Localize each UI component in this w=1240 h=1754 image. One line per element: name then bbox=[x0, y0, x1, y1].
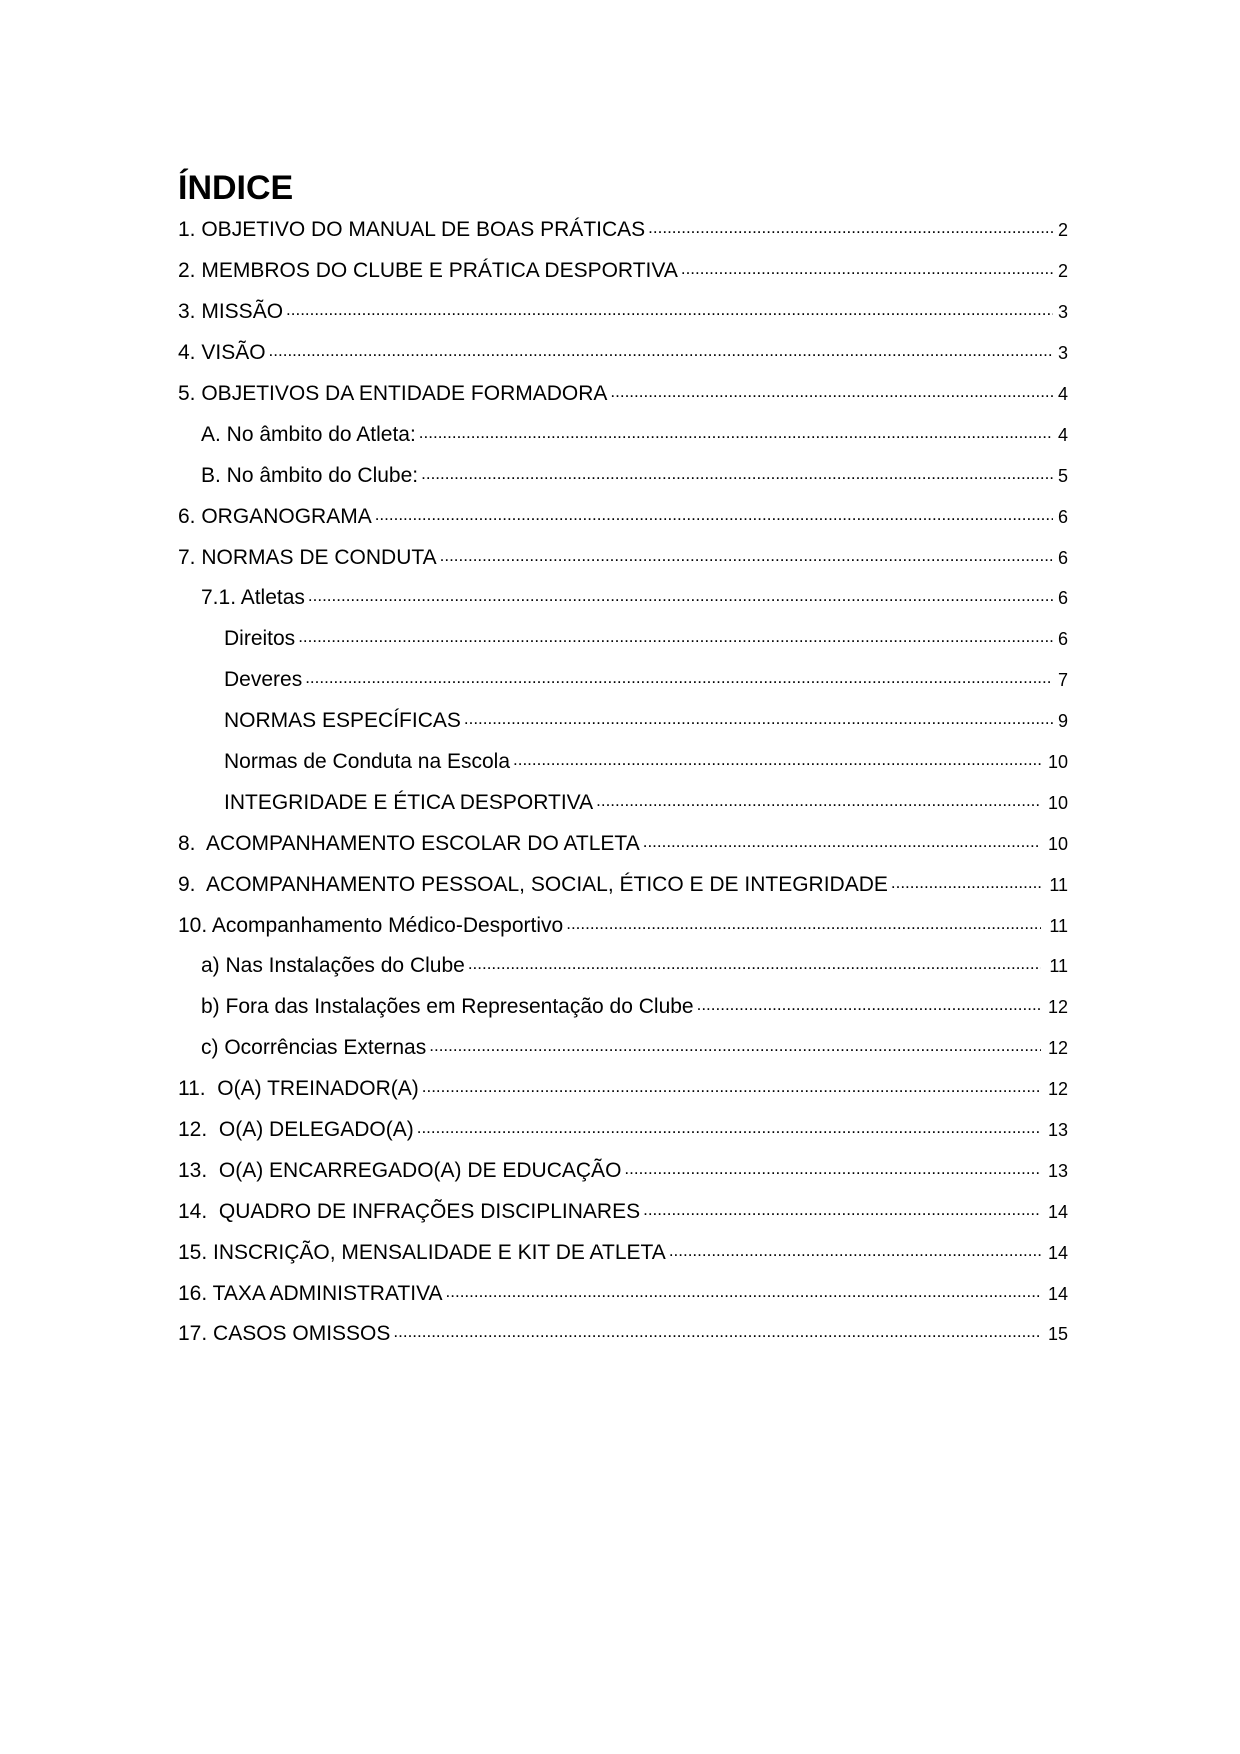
toc-entry[interactable] bbox=[178, 987, 1068, 1028]
toc-entry[interactable] bbox=[178, 578, 1068, 619]
toc-entry[interactable] bbox=[178, 1150, 1068, 1191]
toc-entry[interactable] bbox=[178, 210, 1068, 251]
toc-leader-dots bbox=[417, 1117, 1041, 1143]
toc-entry-label: Normas de Conduta na Escola bbox=[224, 750, 510, 774]
toc-entry-label: 3. MISSÃO bbox=[178, 300, 284, 324]
toc-entry-page: 10 bbox=[1047, 792, 1068, 813]
toc-entry-label: INTEGRIDADE E ÉTICA DESPORTIVA bbox=[224, 790, 594, 814]
toc-leader-dots bbox=[648, 217, 1053, 243]
toc-entry-label: 8. ACOMPANHAMENTO ESCOLAR DO ATLETA bbox=[178, 831, 640, 855]
toc-entry-label: Direitos bbox=[224, 627, 296, 651]
toc-entry-page: 14 bbox=[1047, 1242, 1068, 1263]
toc-entry[interactable] bbox=[178, 742, 1068, 783]
toc-leader-dots bbox=[669, 1240, 1041, 1266]
toc-leader-dots bbox=[429, 1035, 1041, 1061]
toc-leader-dots bbox=[468, 953, 1041, 979]
toc-entry-label: 2. MEMBROS DO CLUBE E PRÁTICA DESPORTIVA bbox=[178, 259, 678, 283]
toc-entry-page: 14 bbox=[1047, 1283, 1068, 1304]
toc-leader-dots bbox=[643, 1199, 1041, 1225]
toc-entry-page: 6 bbox=[1057, 588, 1068, 609]
toc-entry-label: Deveres bbox=[224, 668, 303, 692]
toc-entry[interactable] bbox=[178, 1110, 1068, 1151]
toc-entry-label: 9. ACOMPANHAMENTO PESSOAL, SOCIAL, ÉTICO E DE INTEGRIDADE bbox=[178, 872, 888, 896]
toc-entry-page: 4 bbox=[1057, 424, 1068, 445]
toc-entry-label: A. No âmbito do Atleta: bbox=[201, 422, 416, 446]
toc-leader-dots bbox=[419, 422, 1053, 448]
toc-entry-page: 13 bbox=[1047, 1120, 1068, 1141]
toc-entry-label: 7.1. Atletas bbox=[201, 586, 305, 610]
toc-entry[interactable] bbox=[178, 537, 1068, 578]
toc-entry-page: 12 bbox=[1047, 1038, 1068, 1059]
toc-leader-dots bbox=[421, 463, 1053, 489]
toc-leader-dots bbox=[305, 667, 1053, 693]
toc-entry-label: 17. CASOS OMISSOS bbox=[178, 1322, 391, 1346]
toc-leader-dots bbox=[513, 749, 1041, 775]
toc-entry-label: 15. INSCRIÇÃO, MENSALIDADE E KIT DE ATLETA bbox=[178, 1240, 666, 1264]
toc-entry[interactable] bbox=[178, 251, 1068, 292]
toc-entry-label: 10. Acompanhamento Médico-Desportivo bbox=[178, 913, 564, 937]
toc-entry-label: 7. NORMAS DE CONDUTA bbox=[178, 545, 437, 569]
toc-entry-page: 12 bbox=[1047, 997, 1068, 1018]
toc-entry-label: 4. VISÃO bbox=[178, 341, 266, 365]
toc-entry[interactable] bbox=[178, 333, 1068, 374]
toc-entry-page: 11 bbox=[1049, 874, 1068, 895]
toc-leader-dots bbox=[286, 299, 1053, 325]
toc-leader-dots bbox=[643, 831, 1041, 857]
toc-entry[interactable] bbox=[178, 619, 1068, 660]
toc-entry[interactable] bbox=[178, 455, 1068, 496]
toc-entry[interactable] bbox=[178, 292, 1068, 333]
toc-entry-page: 6 bbox=[1057, 547, 1068, 568]
toc-entry-page: 11 bbox=[1049, 915, 1068, 936]
toc-entry[interactable] bbox=[178, 1028, 1068, 1069]
toc-entry[interactable] bbox=[178, 864, 1068, 905]
toc-entry-label: 13. O(A) ENCARREGADO(A) DE EDUCAÇÃO bbox=[178, 1158, 622, 1182]
toc-entry[interactable] bbox=[178, 1069, 1068, 1110]
toc-entry[interactable] bbox=[178, 946, 1068, 987]
page-title: ÍNDICE bbox=[178, 169, 294, 207]
toc-leader-dots bbox=[446, 1281, 1041, 1307]
toc-entry-page: 9 bbox=[1057, 711, 1068, 732]
toc-entry-label: 6. ORGANOGRAMA bbox=[178, 504, 372, 528]
toc-entry[interactable] bbox=[178, 701, 1068, 742]
toc-leader-dots bbox=[697, 994, 1041, 1020]
toc-entry[interactable] bbox=[178, 660, 1068, 701]
toc-leader-dots bbox=[610, 381, 1053, 407]
toc-entry-page: 3 bbox=[1057, 302, 1068, 323]
toc-entry-page: 2 bbox=[1057, 261, 1068, 282]
toc-entry-label: NORMAS ESPECÍFICAS bbox=[224, 709, 461, 733]
toc-entry[interactable] bbox=[178, 905, 1068, 946]
toc-leader-dots bbox=[440, 545, 1053, 571]
toc-leader-dots bbox=[298, 626, 1053, 652]
toc-entry[interactable] bbox=[178, 1191, 1068, 1232]
toc-entry-page: 10 bbox=[1047, 833, 1068, 854]
toc-entry-page: 3 bbox=[1057, 343, 1068, 364]
toc-leader-dots bbox=[681, 258, 1053, 284]
toc-entry-page: 10 bbox=[1047, 752, 1068, 773]
toc-entry-label: 11. O(A) TREINADOR(A) bbox=[178, 1077, 419, 1101]
toc-entry-page: 5 bbox=[1057, 465, 1068, 486]
toc-leader-dots bbox=[464, 708, 1053, 734]
toc-entry-page: 14 bbox=[1047, 1201, 1068, 1222]
toc-entry-label: B. No âmbito do Clube: bbox=[201, 463, 419, 487]
toc-entry-page: 15 bbox=[1047, 1324, 1068, 1345]
toc-entry[interactable] bbox=[178, 823, 1068, 864]
toc-entry-page: 6 bbox=[1057, 629, 1068, 650]
toc-entry[interactable] bbox=[178, 374, 1068, 415]
toc-entry-page: 7 bbox=[1057, 670, 1068, 691]
toc-entry[interactable] bbox=[178, 496, 1068, 537]
toc-entry-label: b) Fora das Instalações em Representação do Clube bbox=[201, 995, 694, 1019]
toc-entry[interactable] bbox=[178, 1314, 1068, 1355]
toc-entry-label: 1. OBJETIVO DO MANUAL DE BOAS PRÁTICAS bbox=[178, 218, 646, 242]
toc-entry-label: 16. TAXA ADMINISTRATIVA bbox=[178, 1281, 443, 1305]
toc-leader-dots bbox=[269, 340, 1053, 366]
toc-entry-page: 12 bbox=[1047, 1079, 1068, 1100]
toc-entry[interactable] bbox=[178, 1232, 1068, 1273]
toc-leader-dots bbox=[596, 790, 1041, 816]
toc-entry-page: 11 bbox=[1049, 956, 1068, 977]
toc-leader-dots bbox=[891, 872, 1041, 898]
toc-entry-page: 4 bbox=[1057, 384, 1068, 404]
toc-leader-dots bbox=[422, 1076, 1041, 1102]
toc-entry-page: 2 bbox=[1057, 220, 1068, 241]
toc-entry-label: 5. OBJETIVOS DA ENTIDADE FORMADORA bbox=[178, 382, 608, 405]
toc-entry-label: a) Nas Instalações do Clube bbox=[201, 954, 465, 978]
toc-entry[interactable] bbox=[178, 1273, 1068, 1314]
toc-entry-label: 14. QUADRO DE INFRAÇÕES DISCIPLINARES bbox=[178, 1199, 641, 1223]
toc-leader-dots bbox=[624, 1158, 1041, 1184]
toc-entry-page: 13 bbox=[1047, 1160, 1068, 1181]
toc-entry-label: 12. O(A) DELEGADO(A) bbox=[178, 1118, 414, 1142]
toc-leader-dots bbox=[393, 1321, 1041, 1347]
toc-leader-dots bbox=[566, 913, 1041, 939]
toc-entry-label: c) Ocorrências Externas bbox=[201, 1036, 427, 1060]
table-of-contents bbox=[178, 210, 1068, 1355]
toc-entry[interactable] bbox=[178, 414, 1068, 455]
toc-entry[interactable] bbox=[178, 782, 1068, 823]
toc-leader-dots bbox=[308, 585, 1053, 611]
toc-entry-page: 6 bbox=[1057, 506, 1068, 527]
toc-leader-dots bbox=[375, 504, 1053, 530]
